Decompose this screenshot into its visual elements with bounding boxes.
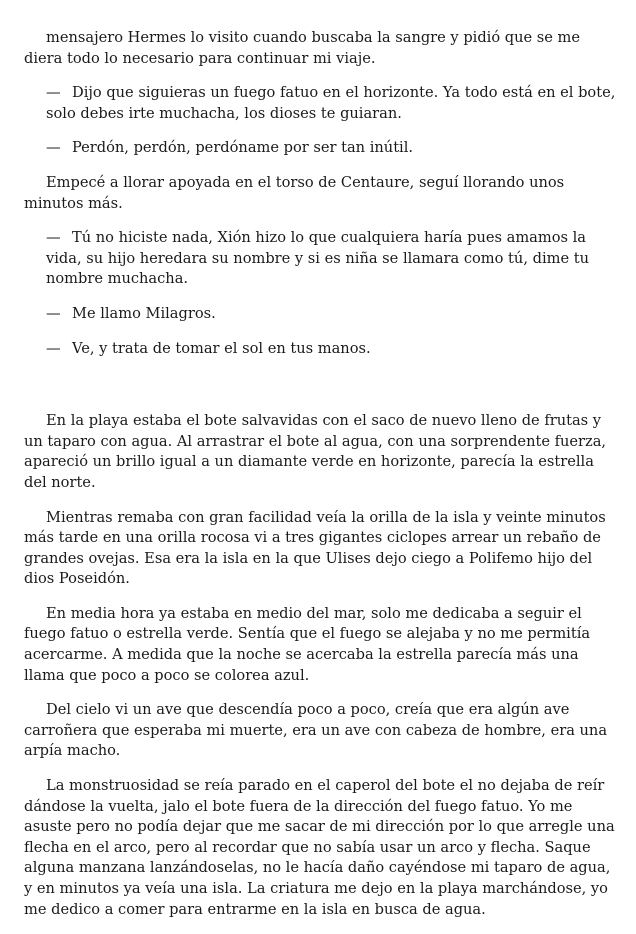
- dialogue-text: Me llamo Milagros.: [72, 304, 216, 322]
- section-bottom: [24, 411, 616, 920]
- dialogue-text: Perdón, perdón, perdóname por ser tan inútil.: [72, 139, 414, 157]
- dialogue-dash: —: [46, 229, 61, 247]
- paragraph-text: Mientras remaba con gran facilidad veía la orilla de la isla y veinte minutos más tarde en una orilla rocosa vi a tres gigantes ciclopes arrear un rebaño de grandes ovejas. Esa era la isla en la que Ulises dejo ciego a Polifemo hijo del dios Poseidón.: [24, 508, 606, 588]
- dialogue-dash: —: [46, 304, 61, 322]
- paragraph-text: En media hora ya estaba en medio del mar, solo me dedicaba a seguir el fuego fatuo o estrella verde. Sentía que el fuego se alejaba y no me permitía acercarme. A medida que la noche se acercaba la estrella parecía más una llama que poco a poco se colorea azul.: [24, 604, 591, 684]
- paragraph-continuation: [24, 28, 616, 69]
- dialogue-dash: —: [46, 139, 61, 157]
- paragraph: [24, 700, 616, 762]
- paragraph: [24, 173, 616, 214]
- dialogue-line: [24, 228, 616, 290]
- section-top: [24, 28, 616, 359]
- paragraph-text: La monstruosidad se reía parado en el caperol del bote el no dejaba de reír dándose la vuelta, jalo el bote fuera de la dirección del fuego fatuo. Yo me asuste pero no podía dejar que me sacar de mi dirección por lo que arregle una flecha en el arco, pero al recordar que no sabía usar un arco y flecha. Saque alguna manzana lanzándoselas, no le hacía daño cayéndose mi taparo de agua, y en minutos ya veía una isla. La criatura me dejo en la playa marchándose, yo me dedico a comer para entrarme en la isla en busca de agua.: [24, 777, 615, 918]
- paragraph-text: Del cielo vi un ave que descendía poco a poco, creía que era algún ave carroñera que esperaba mi muerte, era un ave con cabeza de hombre, era una arpía macho.: [24, 701, 608, 760]
- paragraph-text: mensajero Hermes lo visito cuando buscaba la sangre y pidió que se me diera todo lo necesario para continuar mi viaje.: [24, 29, 581, 67]
- section-break: [24, 373, 616, 411]
- document-page: [24, 28, 616, 934]
- dialogue-text: Dijo que siguieras un fuego fatuo en el horizonte. Ya todo está en el bote, solo debes irte muchacha, los dioses te guiaran.: [46, 84, 616, 122]
- dialogue-text: Ve, y trata de tomar el sol en tus manos.: [72, 339, 371, 357]
- dialogue-line: [24, 339, 616, 360]
- dialogue-line: [24, 304, 616, 325]
- dialogue-dash: —: [46, 84, 61, 102]
- paragraph: [24, 776, 616, 920]
- paragraph: [24, 604, 616, 686]
- paragraph: [24, 411, 616, 493]
- paragraph-text: En la playa estaba el bote salvavidas con el saco de nuevo lleno de frutas y un taparo con agua. Al arrastrar el bote al agua, con una sorprendente fuerza, apareció un brillo igual a un diamante verde en horizonte, parecía la estrella del norte.: [24, 412, 607, 491]
- dialogue-line: [24, 138, 616, 159]
- dialogue-line: [24, 83, 616, 124]
- dialogue-text: Tú no hiciste nada, Xión hizo lo que cualquiera haría pues amamos la vida, su hijo heredara su nombre y si es niña se llamara como tú, dime tu nombre muchacha.: [46, 229, 589, 288]
- paragraph-text: Empecé a llorar apoyada en el torso de Centaure, seguí llorando unos minutos más.: [24, 173, 565, 212]
- dialogue-dash: —: [46, 339, 61, 357]
- paragraph: [24, 508, 616, 590]
